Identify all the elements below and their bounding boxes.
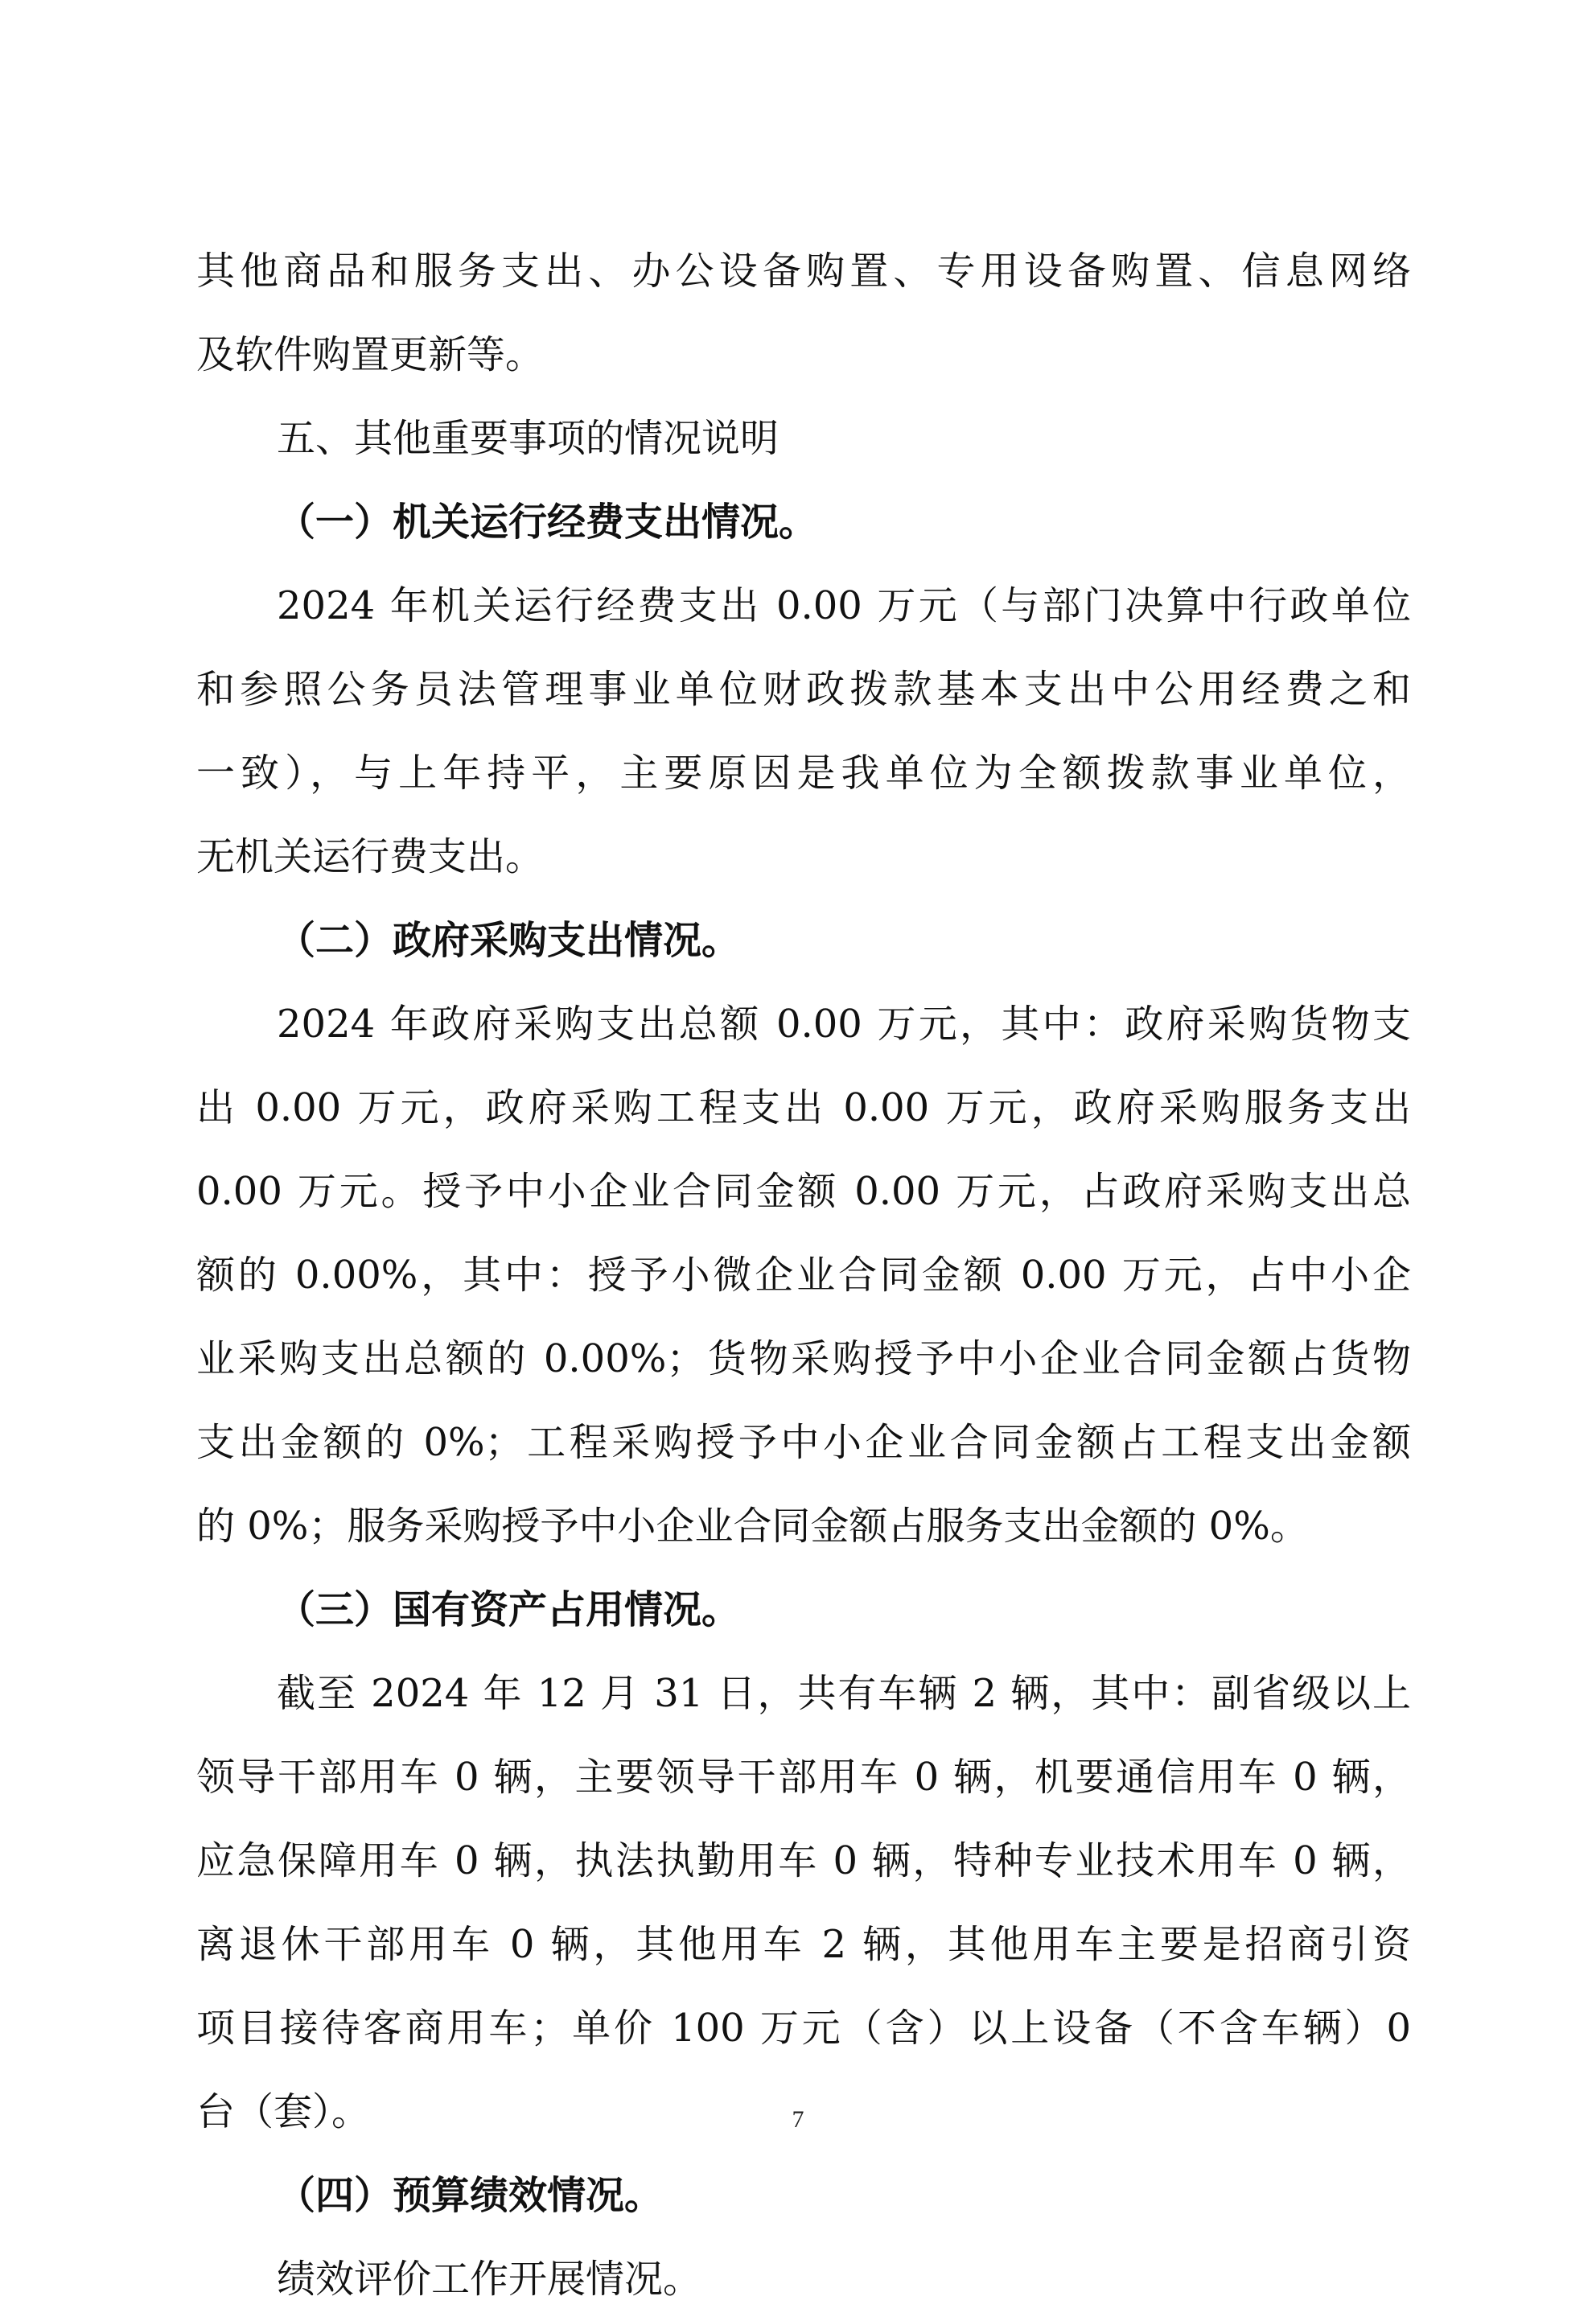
paragraph-line: 额的 0.00%，其中：授予小微企业合同金额 0.00 万元，占中小企 — [196, 1253, 1411, 1298]
paragraph-line: 其他商品和服务支出、办公设备购置、专用设备购置、信息网络 — [196, 249, 1411, 294]
subsection-heading: （一）机关运行经费支出情况。 — [277, 500, 818, 545]
paragraph-line: 出 0.00 万元，政府采购工程支出 0.00 万元，政府采购服务支出 — [196, 1085, 1411, 1130]
paragraph-line: 绩效评价工作开展情况。 — [277, 2257, 702, 2302]
paragraph-line: 和参照公务员法管理事业单位财政拨款基本支出中公用经费之和 — [196, 667, 1411, 712]
paragraph-line: 项目接待客商用车；单价 100 万元（含）以上设备（不含车辆）0 — [196, 2006, 1411, 2051]
paragraph-line: 应急保障用车 0 辆，执法执勤用车 0 辆，特种专业技术用车 0 辆， — [196, 1838, 1411, 1883]
paragraph-line: 及软件购置更新等。 — [196, 332, 545, 377]
paragraph-line: 领导干部用车 0 辆，主要领导干部用车 0 辆，机要通信用车 0 辆， — [196, 1755, 1411, 1800]
paragraph-line: 2024 年政府采购支出总额 0.00 万元，其中：政府采购货物支 — [277, 1002, 1411, 1047]
paragraph-line: 一致），与上年持平，主要原因是我单位为全额拨款事业单位， — [196, 751, 1411, 796]
paragraph-line: 截至 2024 年 12 月 31 日，共有车辆 2 辆，其中：副省级以上 — [277, 1671, 1411, 1716]
subsection-heading: （三）国有资产占用情况。 — [277, 1587, 741, 1632]
document-body — [196, 229, 1411, 2321]
paragraph-line: 无机关运行费支出。 — [196, 834, 545, 879]
paragraph-line: 业采购支出总额的 0.00%；货物采购授予中小企业合同金额占货物 — [196, 1336, 1411, 1381]
paragraph-line: 支出金额的 0%；工程采购授予中小企业合同金额占工程支出金额 — [196, 1420, 1411, 1465]
page-number: 7 — [792, 2106, 804, 2133]
paragraph-line: 0.00 万元。授予中小企业合同金额 0.00 万元，占政府采购支出总 — [196, 1169, 1411, 1214]
paragraph-line: 2024 年机关运行经费支出 0.00 万元（与部门决算中行政单位 — [277, 583, 1411, 628]
paragraph-line: 台（套）。 — [196, 2089, 371, 2134]
subsection-heading: （二）政府采购支出情况。 — [277, 918, 741, 963]
section-heading: 五、其他重要事项的情况说明 — [277, 416, 779, 461]
paragraph-line: 离退休干部用车 0 辆，其他用车 2 辆，其他用车主要是招商引资 — [196, 1922, 1411, 1967]
paragraph-line: 的 0%；服务采购授予中小企业合同金额占服务支出金额的 0%。 — [196, 1504, 1309, 1549]
subsection-heading: （四）预算绩效情况。 — [277, 2173, 664, 2218]
